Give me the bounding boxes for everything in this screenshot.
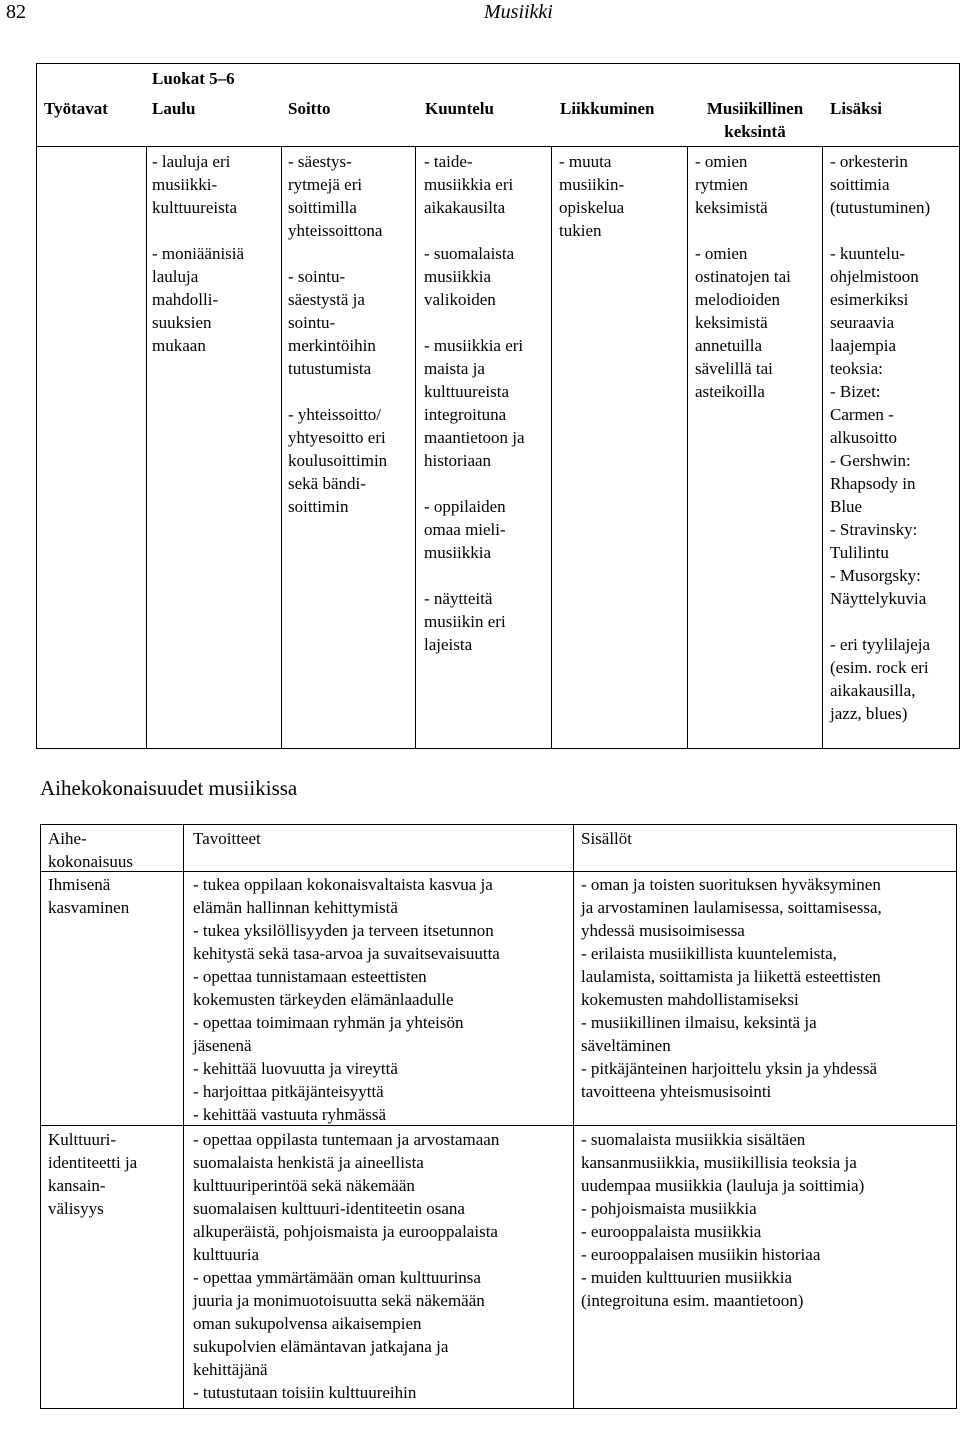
cell-laulu: - lauluja eri musiikki- kulttuureista - moniäänisiä lauluja mahdolli- suuksien mukaan (152, 152, 245, 355)
page-number: 82 (6, 1, 26, 23)
cell-kuuntelu: - taide- musiikkia eri aikakausilta - suomalaista musiikkia valikoiden - musiikkia eri maista ja kulttuureista integroituna maantietoon ja historiaan - oppilaiden omaa mieli- musiikkia - näytteitä musiikin eri lajeista (424, 152, 525, 654)
running-head: Musiikki (484, 1, 553, 23)
cell-keksinta: - omien rytmien keksimistä - omien ostinatojen tai melodioiden keksimistä annetuilla sävelillä tai asteikoilla (695, 152, 791, 401)
contents-kulttuuri-identiteetti: - suomalaista musiikkia sisältäen kansanmusiikkia, musiikillisia teoksia ja uudempaa musiikkia (lauluja ja soittimia) - pohjoismaista musiikkia - eurooppalaista musiikkia - eurooppalaisen musiikin historiaa - muiden kulttuurien musiikkia (integroituna esim. maantietoon) (581, 1130, 865, 1310)
col-header-aihekokonaisuus: Aihe- kokonaisuus (48, 829, 133, 871)
cell-lisaksi: - orkesterin soittimia (tutustuminen) - kuuntelu- ohjelmistoon esimerkiksi seuraavia laajempia teoksia: - Bizet: Carmen - alkusoitto - Gershwin: Rhapsody in Blue - Stravinsky: Tulilintu - Musorgsky: Näyttelykuvia - eri tyylilajeja (esim. rock eri aikakausilla, jazz, blues) (830, 152, 931, 723)
col-header-keksinta: Musiikillinen keksintä (706, 99, 804, 141)
topic-kulttuuri-identiteetti: Kulttuuri- identiteetti ja kansain- välisyys (48, 1130, 138, 1218)
goals-kulttuuri-identiteetti: - opettaa oppilasta tuntemaan ja arvostamaan suomalaista henkistä ja aineellista kulttuuriperintöä sekä näkemään suomalaisen kulttuuri-identiteetin osana alkuperäistä, pohjoismaista ja eurooppalaista kulttuuria - opettaa ymmärtämään oman kulttuurinsa juuria ja monimuotoisuutta sekä näkemään oman sukupolvensa aikaisempien sukupolvien elämäntavan jatkajana ja kehittäjänä - tutustutaan toisiin kulttuureihin (193, 1130, 500, 1402)
col-header-kuuntelu: Kuuntelu (425, 99, 494, 118)
topic-ihmisena-kasvaminen: Ihmisenä kasvaminen (48, 875, 130, 917)
col-header-soitto: Soitto (288, 99, 331, 118)
cell-liikkuminen: - muuta musiikin- opiskelua tukien (559, 152, 625, 240)
col-header-tavoitteet: Tavoitteet (193, 829, 261, 848)
col-header-lisaksi: Lisäksi (830, 99, 882, 118)
grade-heading: Luokat 5–6 (152, 69, 235, 88)
col-header-liikkuminen: Liikkuminen (560, 99, 655, 118)
col-header-laulu: Laulu (152, 99, 196, 118)
goals-ihmisena-kasvaminen: - tukea oppilaan kokonaisvaltaista kasvua ja elämän hallinnan kehittymistä - tukea yksilöllisyyden ja terveen itsetunnon kehitystä sekä tasa-arvoa ja suvaitsevaisuutta - opettaa tunnistamaan esteettisten kokemusten tärkeyden elämänlaadulle - opettaa toimimaan ryhmän ja yhteisön jäsenenä - kehittää luovuutta ja vireyttä - harjoittaa pitkäjänteisyyttä - kehittää vastuuta ryhmässä (193, 875, 500, 1124)
section-title: Aihekokonaisuudet musiikissa (40, 776, 298, 800)
cell-soitto: - säestys- rytmejä eri soittimilla yhteissoittona - sointu- säestystä ja sointu- merkintöihin tutustumista - yhteissoitto/ yhtyesoitto eri koulusoittimin sekä bändi- soittimin (288, 152, 388, 516)
contents-ihmisena-kasvaminen: - oman ja toisten suorituksen hyväksyminen ja arvostaminen laulamisessa, soittamisessa, yhdessä musisoimisessa - erilaista musiikillista kuuntelemista, laulamista, soittamista ja liikettä esteettisten kokemusten mahdollistamiseksi - musiikillinen ilmaisu, keksintä ja säveltäminen - pitkäjänteinen harjoittelu yksin ja yhdessä tavoitteena yhteismusisointi (581, 875, 882, 1101)
col-header-tyotavat: Työtavat (44, 99, 108, 118)
col-header-sisallot: Sisällöt (581, 829, 633, 848)
